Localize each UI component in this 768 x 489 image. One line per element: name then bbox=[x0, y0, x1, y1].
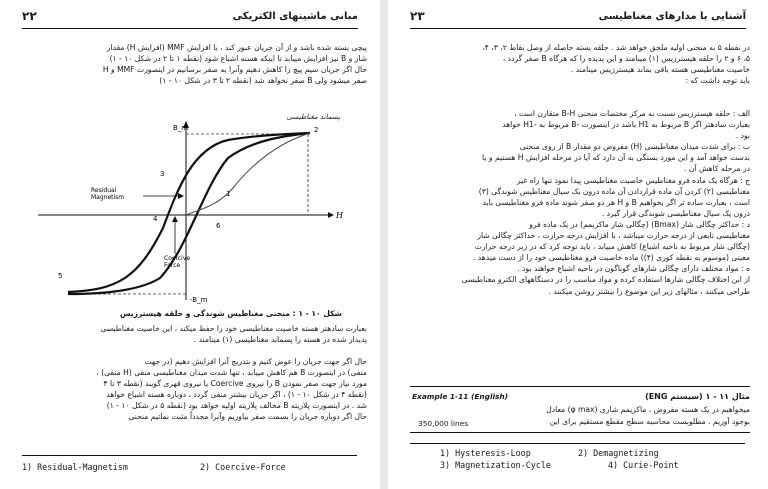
text-line: شار و B نیز افزایش مییابد تا اینکه هسته اشباع شود (نقطه ۱ تا ۲ در شکل ۱۰ - ۱) bbox=[109, 54, 367, 64]
footnote: 3) Magnetization-Cycle bbox=[440, 460, 551, 470]
example-value: 350,000 lines bbox=[418, 419, 469, 428]
footnote: 1) Residual-Magnetism bbox=[22, 462, 128, 472]
footnote: 2) Coercive-Force bbox=[200, 462, 286, 472]
text-line: منفی) در اینصورت B هم کاهش مییابد ، تنها شدت میدان مغناطیسی منفی (H منفی) ، bbox=[96, 368, 367, 378]
point-label: 5 bbox=[58, 272, 63, 280]
footnote-rule bbox=[22, 455, 357, 456]
right-paragraph-1 bbox=[410, 42, 750, 86]
text-line: د : حداکثر چگالی شار (Bmax) (چگالی شار ماکزیمم) در یک ماده فرو bbox=[529, 219, 750, 229]
right-header-title: آشنایی با مدارهای مغناطیسی bbox=[598, 11, 746, 22]
text-line: بعبارت سادهتر هسته خاصیت مغناطیسی خود را حفظ میکند ، این خاصیت مغناطیسی bbox=[100, 324, 367, 333]
text-line: طراحی میکنند ، مثالهای زیر این موضوع را بیشتر روشن میکنند . bbox=[548, 286, 750, 296]
point-label: 2 bbox=[314, 126, 319, 134]
left-page-header bbox=[22, 8, 358, 29]
footnote: 1) Hysteresis-Loop bbox=[440, 448, 531, 458]
descending-branch bbox=[68, 133, 310, 292]
point-label: 6 bbox=[216, 222, 221, 230]
text-line: پیچی بسته شده باشد و از آن جریان عبور کند ، با افزایش MMF (افزایش H) مقدار bbox=[106, 43, 367, 52]
residual-label-1: Residual bbox=[91, 187, 117, 194]
text-line: الف : حلقه هیسترزیس نسبت به مرکز مختصات منحنی B-H متقارن است ، bbox=[514, 109, 750, 118]
text-line: مورد نیاز جهت صفر نمودن B را نیروی Coercive یا نیروی قهری گویند (نقطه ۳ تا ۴ bbox=[103, 379, 367, 389]
text-line: از این اختلاف چگالی شارها استفاده کرده و مواد مناسب را در دستگاههای الکترو مغناطیسی bbox=[461, 275, 750, 285]
initial-curve bbox=[186, 133, 310, 215]
text-line: در مرحله کاهش آن . bbox=[684, 164, 750, 174]
text-line: بعبارت سادهتر اگر B مربوط به H1 باشد در اینصورت -B مربوط به -H1 خواهد bbox=[502, 120, 750, 130]
example-line-1: میخواهیم در یک هسته مفروض ، ماکزیمم شاری (φ max) معادل bbox=[546, 405, 750, 414]
point-label: 1 bbox=[226, 190, 231, 198]
figure-caption: شکل ۱۰ - ۱ : منحنی مغناطیس شوندگی و حلقه هیسترزیس bbox=[119, 309, 342, 318]
right-page-number: ۲۳ bbox=[410, 9, 425, 23]
bmin-label: -B_m bbox=[190, 296, 208, 304]
footnote: 2) Demagnetizing bbox=[578, 448, 659, 458]
text-line: بدست خواهد آمد و این مورد بستگی به آن دارد که آیا در مرحله افزایش H هستیم و یا bbox=[482, 153, 750, 163]
text-line: ه : مواد مختلف دارای چگالی شارهای گوناگون در ناحیه اشباع خواهند بود . bbox=[517, 264, 750, 274]
coercive-label-2: Force bbox=[164, 262, 181, 269]
text-line: ب : برای شدت میدان مغناطیسی (H) مفروض دو مقدار B از روی منحنی bbox=[519, 142, 750, 152]
text-line: حال اگر جریان سیم پیچ را کاهش دهیم وآنرا به صفر برسانیم در اینصورت MMF و H bbox=[102, 65, 367, 75]
example-title-en: Example 1-11 (English) bbox=[412, 392, 509, 401]
text-line: است ، بعبارت ساده تر اگر بخواهیم B و H هر دو صفر شوند ماده فرو مغناطیسی باید bbox=[482, 197, 750, 207]
left-paragraph-2 bbox=[22, 323, 367, 345]
coercive-label-1: Coercive bbox=[164, 255, 191, 262]
example-bottom-rule bbox=[410, 432, 750, 433]
right-page-header bbox=[410, 8, 746, 29]
bmax-label: B_m bbox=[173, 124, 189, 132]
handwritten-note: پسماند مغناطیسی bbox=[286, 113, 340, 121]
text-line: درون یک سیال مغناطیسی شوندگی قرار گیرد . bbox=[601, 208, 750, 218]
text-line: صفر میشود ولی B صفر نخواهد شد (نقطه ۲ تا ۳ در شکل ۱۰ - ۱) bbox=[159, 76, 367, 86]
left-paragraph-3 bbox=[22, 356, 367, 423]
example-line-2: بوجود آوریم . مطلوبست محاسبه سطح مقطع مستقیم برای این bbox=[549, 417, 750, 426]
text-line: باید توجه داشت که : bbox=[685, 76, 750, 86]
text-line: خاصیت مغناطیسی هسته باقی بماند هیسترزیس مینامند . bbox=[570, 65, 750, 75]
text-line: پدیدار شده در هسته را پسماند مغناطیسی (۱) مینامند . bbox=[193, 335, 367, 345]
footnote: 4) Curie-Point bbox=[608, 460, 679, 470]
text-line: ۵، ۶ و ۲ را حلقه هیسترزیس (۱) مینامند و این پدیده را که هرگاه B صفر گردد ، bbox=[502, 54, 750, 64]
text-line: حال اگر دوباره جریان را بسمت صفر بیاوریم وآنرا مجدداً مثبت نمائیم منحنی bbox=[128, 412, 367, 422]
example-top-rule bbox=[410, 386, 750, 387]
text-line: (چگالی شار مربوط به ناحیه اشباع) کاهش مییابد ، باید توجه کرد که در زیر درجه حرارت bbox=[474, 242, 750, 252]
example-title: مثال ۱۱ - ۱ (سیستم ENG) bbox=[645, 392, 750, 401]
text-line: مغناطیسی تابعی از درجه حرارت میباشد ، با افزایش درجه حرارت ، حداکثر چگالی شار bbox=[477, 231, 750, 241]
text-line: مغناطیسی (۲) کردن آن ماده قراردادن آن ماده درون یک سیال مغناطیس شوندگی (۳) bbox=[478, 186, 750, 196]
text-line: ج : هرگاه یک ماده فرو مغناطیس خاصیت مغناطیسی پیدا نمود تنها راه غیر bbox=[516, 175, 750, 185]
hysteresis-figure bbox=[28, 118, 358, 308]
point-label: 4 bbox=[153, 215, 158, 223]
footnote-rule bbox=[410, 443, 745, 444]
left-page bbox=[0, 0, 380, 489]
h-axis-arrow bbox=[328, 212, 334, 218]
point-label: 3 bbox=[160, 170, 165, 178]
residual-label-2: Magnetism bbox=[91, 194, 125, 201]
text-line: معینی (موسوم به نقطه کوری (۴)) ماده خاصیت فرو مغناطیسی خود را از دست میدهد . bbox=[472, 253, 750, 263]
left-header-title: مبانی ماشینهای الکتریکی bbox=[232, 11, 358, 22]
text-line: (نقطه ۴ در شکل ۱۰ - ۱) ، اگر جریان بیشتر منفی گردد ، دوباره هسته اشباع خواهد bbox=[106, 390, 367, 400]
left-page-number: ۲۲ bbox=[22, 9, 37, 23]
text-line: شد . در اینصورت پلاریته B مخالف پلاریته اولیه خواهد بود (نقطه ۵ در شکل ۱۰ - ۱) bbox=[106, 401, 367, 411]
book-gutter bbox=[380, 0, 388, 489]
text-line: حال اگر جهت جریان را عوض کنیم و بتدریج آنرا افزایش دهیم (در جهت bbox=[144, 357, 367, 366]
text-line: بود . bbox=[735, 131, 750, 141]
right-list bbox=[410, 108, 750, 297]
left-paragraph-1 bbox=[22, 42, 367, 86]
h-axis-label: H bbox=[336, 211, 343, 220]
text-line: در نقطه ۵ به منحنی اولیه ملحق خواهد شد . حلقه بسته حاصله از وصل نقاط ۲، ۳، ۴، bbox=[482, 43, 750, 52]
right-page bbox=[388, 0, 768, 489]
